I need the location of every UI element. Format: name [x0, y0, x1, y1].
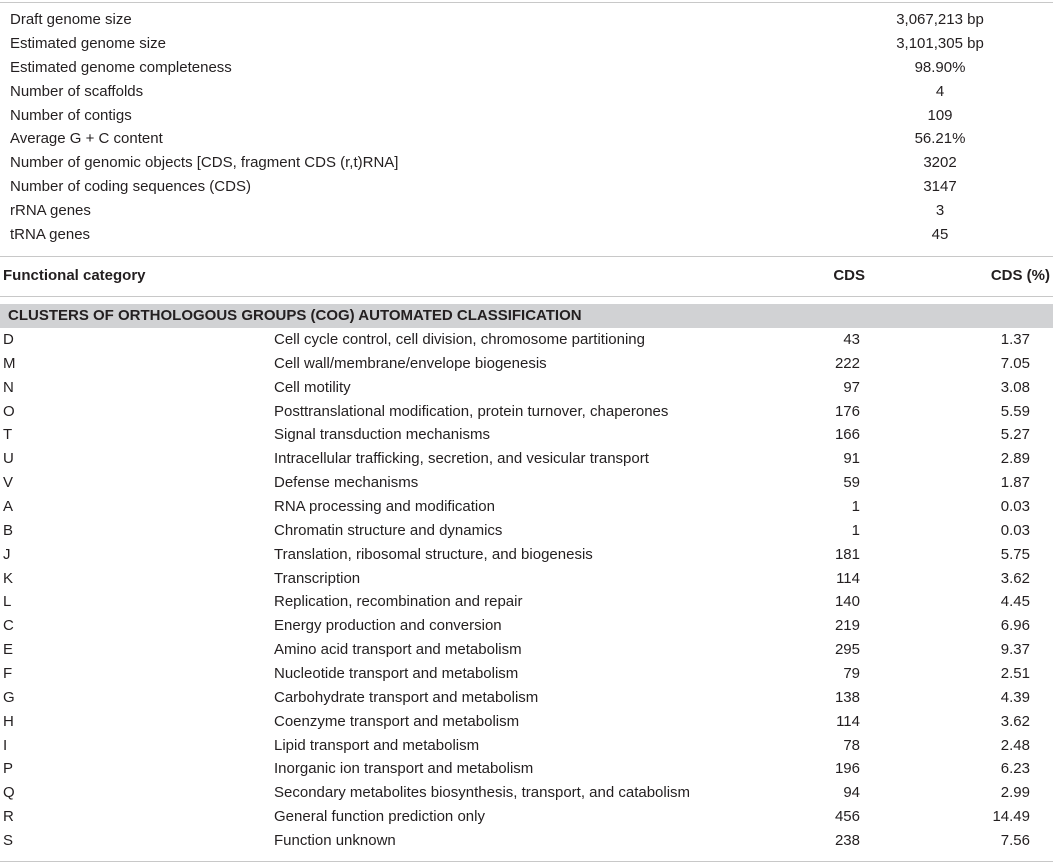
cog-code: P — [3, 760, 14, 778]
cog-cds-count: 176 — [834, 402, 860, 420]
cog-cds-percent: 9.37 — [1000, 641, 1030, 659]
cog-description: Secondary metabolites biosynthesis, transport, and catabolism — [274, 784, 691, 802]
cog-cds-count: 138 — [834, 688, 860, 706]
table-row — [0, 686, 1053, 710]
summary-label: Number of scaffolds — [10, 82, 144, 100]
cog-description: Cell cycle control, cell division, chromosome partitioning — [274, 331, 645, 348]
summary-label: Average G + C content — [10, 130, 163, 148]
cog-code: B — [3, 521, 14, 539]
summary-value: 3,067,213 bp — [896, 11, 984, 28]
cog-description: Intracellular trafficking, secretion, and vesicular transport — [274, 450, 649, 468]
cog-description: Defense mechanisms — [274, 474, 419, 492]
cog-description: Translation, ribosomal structure, and biogenesis — [274, 545, 593, 563]
table-row — [0, 662, 1053, 686]
table-row — [0, 829, 1053, 853]
summary-label: Number of genomic objects [CDS, fragment CDS (r,t)RNA] — [10, 154, 399, 172]
cog-code: N — [3, 378, 14, 396]
cog-cds-count: 166 — [834, 426, 860, 444]
summary-value: 4 — [935, 82, 945, 100]
summary-row — [0, 32, 1053, 56]
table-row — [0, 590, 1053, 614]
table-row — [0, 423, 1053, 447]
table-row — [0, 495, 1053, 519]
cog-cds-count: 1 — [851, 498, 860, 516]
cog-cds-percent: 3.62 — [1000, 569, 1030, 587]
table-row — [0, 471, 1053, 495]
cog-section-title: CLUSTERS OF ORTHOLOGOUS GROUPS (COG) AUTOMATED CLASSIFICATION — [8, 307, 582, 324]
cog-cds-percent: 6.96 — [1000, 617, 1030, 635]
cog-code: H — [3, 712, 14, 730]
header-divider — [0, 296, 1053, 297]
cog-description: Carbohydrate transport and metabolism — [274, 688, 539, 706]
summary-row — [0, 175, 1053, 199]
cog-cds-count: 219 — [834, 617, 860, 635]
cog-code: K — [3, 569, 14, 587]
summary-label: tRNA genes — [10, 226, 91, 244]
section-divider — [0, 256, 1053, 257]
column-header-category: Functional category — [3, 267, 146, 284]
cog-cds-percent: 2.99 — [1000, 784, 1030, 802]
cog-cds-percent: 4.39 — [1000, 688, 1030, 706]
summary-row — [0, 199, 1053, 223]
cog-cds-percent: 2.48 — [1000, 736, 1030, 754]
summary-label: Estimated genome size — [10, 34, 166, 52]
cog-code: O — [3, 402, 15, 420]
cog-cds-percent: 0.03 — [1000, 498, 1030, 516]
summary-label: rRNA genes — [10, 202, 91, 220]
table-row — [0, 781, 1053, 805]
table-row — [0, 447, 1053, 471]
cog-cds-count: 238 — [834, 832, 860, 850]
cog-cds-count: 114 — [836, 569, 860, 587]
summary-row — [0, 223, 1053, 247]
cog-cds-count: 456 — [834, 808, 860, 826]
summary-row — [0, 80, 1053, 104]
cog-cds-count: 181 — [834, 545, 860, 563]
cog-description: Inorganic ion transport and metabolism — [274, 760, 534, 778]
cog-code: V — [3, 474, 14, 492]
cog-cds-percent: 3.62 — [1000, 712, 1030, 730]
table-row — [0, 352, 1053, 376]
cog-cds-count: 78 — [843, 736, 860, 754]
summary-label: Draft genome size — [10, 11, 132, 28]
cog-cds-count: 114 — [836, 712, 860, 730]
cog-cds-percent: 1.37 — [1000, 331, 1030, 348]
cog-code: J — [3, 545, 11, 563]
cog-cds-count: 94 — [843, 784, 860, 802]
cog-description: Nucleotide transport and metabolism — [274, 665, 519, 683]
summary-row — [0, 104, 1053, 128]
cog-description: Function unknown — [274, 832, 396, 850]
cog-code: I — [3, 736, 8, 754]
cog-cds-percent: 2.89 — [1000, 450, 1030, 468]
cog-cds-count: 295 — [834, 641, 860, 659]
column-header-cds: CDS — [833, 267, 865, 284]
cog-cds-count: 43 — [843, 331, 860, 348]
cog-description: Cell wall/membrane/envelope biogenesis — [274, 354, 547, 372]
cog-cds-count: 91 — [843, 450, 860, 468]
summary-label: Number of contigs — [10, 106, 132, 124]
cog-cds-count: 140 — [834, 593, 860, 611]
cog-description: General function prediction only — [274, 808, 485, 826]
cog-description: Energy production and conversion — [274, 617, 502, 635]
cog-cds-count: 79 — [843, 665, 860, 683]
cog-description: Lipid transport and metabolism — [274, 736, 480, 754]
cog-cds-percent: 7.05 — [1000, 354, 1030, 372]
cog-cds-percent: 5.27 — [1000, 426, 1030, 444]
cog-cds-percent: 2.51 — [1000, 665, 1030, 683]
cog-code: A — [3, 498, 14, 516]
cog-description: RNA processing and modification — [274, 498, 495, 516]
cog-cds-percent: 6.23 — [1000, 760, 1030, 778]
summary-value: 45 — [931, 226, 949, 244]
cog-cds-count: 97 — [843, 378, 860, 396]
cog-cds-percent: 14.49 — [992, 808, 1030, 826]
table-row — [0, 519, 1053, 543]
table-row — [0, 376, 1053, 400]
column-header-row — [0, 262, 1053, 290]
cog-code: T — [3, 426, 13, 444]
cog-code: F — [3, 665, 13, 683]
cog-code: U — [3, 450, 14, 468]
table-row — [0, 567, 1053, 591]
cog-code: Q — [3, 784, 15, 802]
cog-cds-count: 196 — [834, 760, 860, 778]
cog-cds-percent: 7.56 — [1000, 832, 1030, 850]
cog-description: Chromatin structure and dynamics — [274, 521, 503, 539]
cog-description: Amino acid transport and metabolism — [274, 641, 522, 659]
cog-code: S — [3, 832, 14, 850]
table-row — [0, 638, 1053, 662]
cog-description: Transcription — [274, 569, 361, 587]
cog-description: Coenzyme transport and metabolism — [274, 712, 520, 730]
cog-code: G — [3, 688, 15, 706]
cog-code: M — [3, 354, 16, 372]
table-row — [0, 328, 1053, 352]
cog-cds-percent: 0.03 — [1000, 521, 1030, 539]
summary-row — [0, 151, 1053, 175]
summary-label: Estimated genome completeness — [10, 58, 232, 76]
column-header-cds-percent: CDS (%) — [990, 267, 1050, 284]
cog-section-heading — [0, 304, 1053, 328]
top-rule — [0, 2, 1053, 3]
summary-value: 3,101,305 bp — [896, 34, 984, 52]
summary-row — [0, 8, 1053, 32]
cog-cds-percent: 3.08 — [1000, 378, 1030, 396]
summary-value: 109 — [927, 106, 953, 124]
table-row — [0, 734, 1053, 758]
cog-cds-percent: 5.75 — [1000, 545, 1030, 563]
bottom-rule — [0, 861, 1053, 862]
table-row — [0, 400, 1053, 424]
cog-cds-count: 1 — [851, 521, 860, 539]
cog-cds-percent: 5.59 — [1000, 402, 1030, 420]
table-row — [0, 543, 1053, 567]
summary-value: 3202 — [923, 154, 957, 172]
genome-summary-table — [0, 8, 1053, 247]
cog-description: Cell motility — [274, 378, 351, 396]
summary-row — [0, 56, 1053, 80]
summary-value: 56.21% — [914, 130, 966, 148]
summary-value: 98.90% — [914, 58, 966, 76]
cog-cds-percent: 4.45 — [1000, 593, 1030, 611]
summary-row — [0, 127, 1053, 151]
summary-label: Number of coding sequences (CDS) — [10, 178, 251, 196]
table-row — [0, 805, 1053, 829]
cog-cds-count: 59 — [843, 474, 860, 492]
cog-table — [0, 328, 1053, 853]
cog-cds-count: 222 — [834, 354, 860, 372]
cog-code: C — [3, 617, 14, 635]
table-row — [0, 757, 1053, 781]
cog-code: E — [3, 641, 14, 659]
cog-code: L — [3, 593, 12, 611]
cog-cds-percent: 1.87 — [1000, 474, 1030, 492]
cog-code: D — [3, 331, 14, 348]
table-row — [0, 614, 1053, 638]
cog-description: Signal transduction mechanisms — [274, 426, 490, 444]
cog-description: Replication, recombination and repair — [274, 593, 523, 611]
table-row — [0, 710, 1053, 734]
cog-code: R — [3, 808, 14, 826]
cog-description: Posttranslational modification, protein turnover, chaperones — [274, 402, 669, 420]
summary-value: 3147 — [923, 178, 957, 196]
summary-value: 3 — [935, 202, 945, 220]
